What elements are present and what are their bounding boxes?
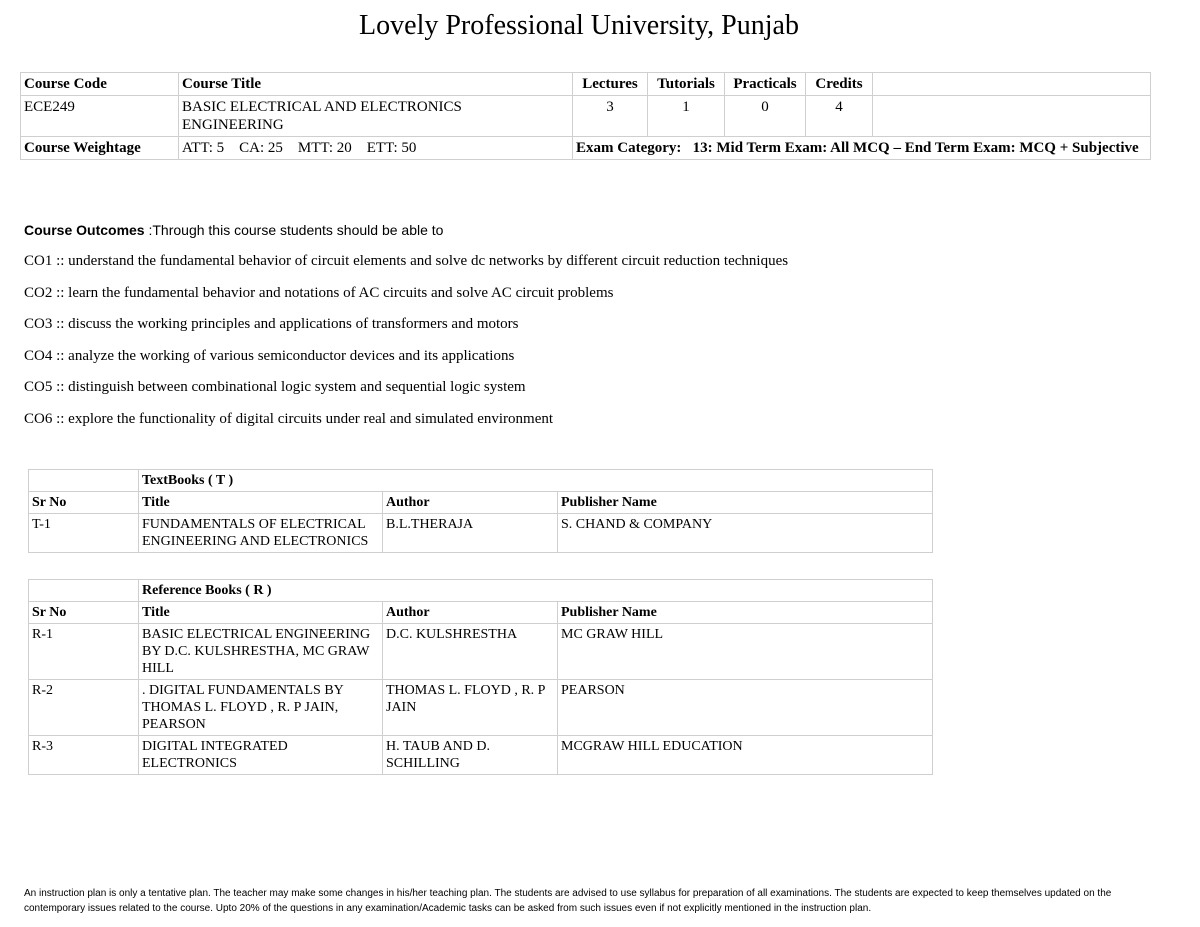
course-weightage-row	[21, 137, 1151, 160]
column-title: Title	[139, 602, 383, 624]
table-row	[29, 680, 933, 736]
table-row	[29, 624, 933, 680]
course-outcome-item: CO1 :: understand the fundamental behavior of circuit elements and solve dc networks by different circuit reduction techniques	[24, 253, 789, 269]
references-heading: Reference Books ( R )	[139, 580, 933, 602]
column-sr-no: Sr No	[29, 602, 139, 624]
weightage-label: Course Weightage	[21, 137, 179, 160]
course-title: BASIC ELECTRICAL AND ELECTRONICS ENGINEERING	[179, 96, 573, 137]
course-value-row	[21, 96, 1151, 137]
column-publisher: Publisher Name	[558, 602, 933, 624]
exam-category	[573, 137, 1151, 160]
header-tutorials: Tutorials	[648, 73, 725, 96]
course-info-table	[20, 72, 1151, 160]
value-empty-cell	[873, 96, 1151, 137]
sr-no-cell: R-3	[29, 736, 139, 775]
tutorials-value: 1	[648, 96, 725, 137]
title-cell: BASIC ELECTRICAL ENGINEERING BY D.C. KULSHRESTHA, MC GRAW HILL	[139, 624, 383, 680]
sr-no-cell: R-1	[29, 624, 139, 680]
course-outcome-item: CO4 :: analyze the working of various semiconductor devices and its applications	[24, 347, 515, 364]
course-outcome-item: CO3 :: discuss the working principles and applications of transformers and motors	[24, 316, 519, 333]
practicals-value: 0	[725, 96, 806, 137]
credits-value: 4	[806, 96, 873, 137]
exam-category-label: Exam Category:	[576, 140, 682, 156]
textbooks-heading-empty	[29, 470, 139, 492]
header-course-title: Course Title	[179, 73, 573, 96]
course-outcome-item: CO2 :: learn the fundamental behavior and notations of AC circuits and solve AC circuit problems	[24, 284, 614, 301]
outcomes-title: Course Outcomes	[24, 222, 145, 238]
course-code: ECE249	[21, 96, 179, 137]
header-lectures: Lectures	[573, 73, 648, 96]
header-practicals: Practicals	[725, 73, 806, 96]
column-publisher: Publisher Name	[558, 492, 933, 514]
references-heading-empty	[29, 580, 139, 602]
header-course-code: Course Code	[21, 73, 179, 96]
author-cell: D.C. KULSHRESTHA	[383, 624, 558, 680]
textbooks-table	[28, 469, 933, 553]
publisher-cell: S. CHAND & COMPANY	[558, 514, 933, 553]
column-author: Author	[383, 492, 558, 514]
lectures-value: 3	[573, 96, 648, 137]
publisher-cell: PEARSON	[558, 680, 933, 736]
page-title: Lovely Professional University, Punjab	[359, 10, 799, 41]
outcomes-intro: :Through this course students should be able to	[148, 222, 444, 238]
title-cell: FUNDAMENTALS OF ELECTRICAL ENGINEERING AND ELECTRONICS	[139, 514, 383, 553]
author-cell: B.L.THERAJA	[383, 514, 558, 553]
reference-books-table	[28, 579, 933, 775]
course-header-row	[21, 73, 1151, 96]
instruction-plan-note: An instruction plan is only a tentative plan. The teacher may make some changes in his/her teaching plan. The students are advised to use syllabus for preparation of all examinations. The students are expected to keep themselves updated on the contemporary issues related to the course. Upto 20% of the questions in any examination/Academic tasks can be asked from such issues even if not explicitly mentioned in the instruction plan.	[24, 888, 1112, 914]
textbooks-heading: TextBooks ( T )	[139, 470, 933, 492]
sr-no-cell: T-1	[29, 514, 139, 553]
course-outcome-item: CO6 :: explore the functionality of digital circuits under real and simulated environment	[24, 410, 554, 427]
publisher-cell: MCGRAW HILL EDUCATION	[558, 736, 933, 775]
column-title: Title	[139, 492, 383, 514]
column-author: Author	[383, 602, 558, 624]
textbooks-column-row	[29, 492, 933, 514]
course-outcome-item: CO5 :: distinguish between combinational logic system and sequential logic system	[24, 379, 526, 396]
course-outcomes	[24, 222, 1154, 442]
author-cell: THOMAS L. FLOYD , R. P JAIN	[383, 680, 558, 736]
table-row	[29, 736, 933, 775]
references-column-row	[29, 602, 933, 624]
header-credits: Credits	[806, 73, 873, 96]
references-heading-row	[29, 580, 933, 602]
weightage-value: ATT: 5 CA: 25 MTT: 20 ETT: 50	[179, 137, 573, 160]
textbooks-heading-row	[29, 470, 933, 492]
publisher-cell: MC GRAW HILL	[558, 624, 933, 680]
column-sr-no: Sr No	[29, 492, 139, 514]
exam-category-value: 13: Mid Term Exam: All MCQ – End Term Exam: MCQ + Subjective	[692, 140, 1139, 156]
sr-no-cell: R-2	[29, 680, 139, 736]
author-cell: H. TAUB AND D. SCHILLING	[383, 736, 558, 775]
title-cell: DIGITAL INTEGRATED ELECTRONICS	[139, 736, 383, 775]
table-row	[29, 514, 933, 553]
header-empty-cell	[873, 73, 1151, 96]
title-cell: . DIGITAL FUNDAMENTALS BY THOMAS L. FLOYD , R. P JAIN, PEARSON	[139, 680, 383, 736]
outcomes-heading	[24, 222, 1154, 238]
